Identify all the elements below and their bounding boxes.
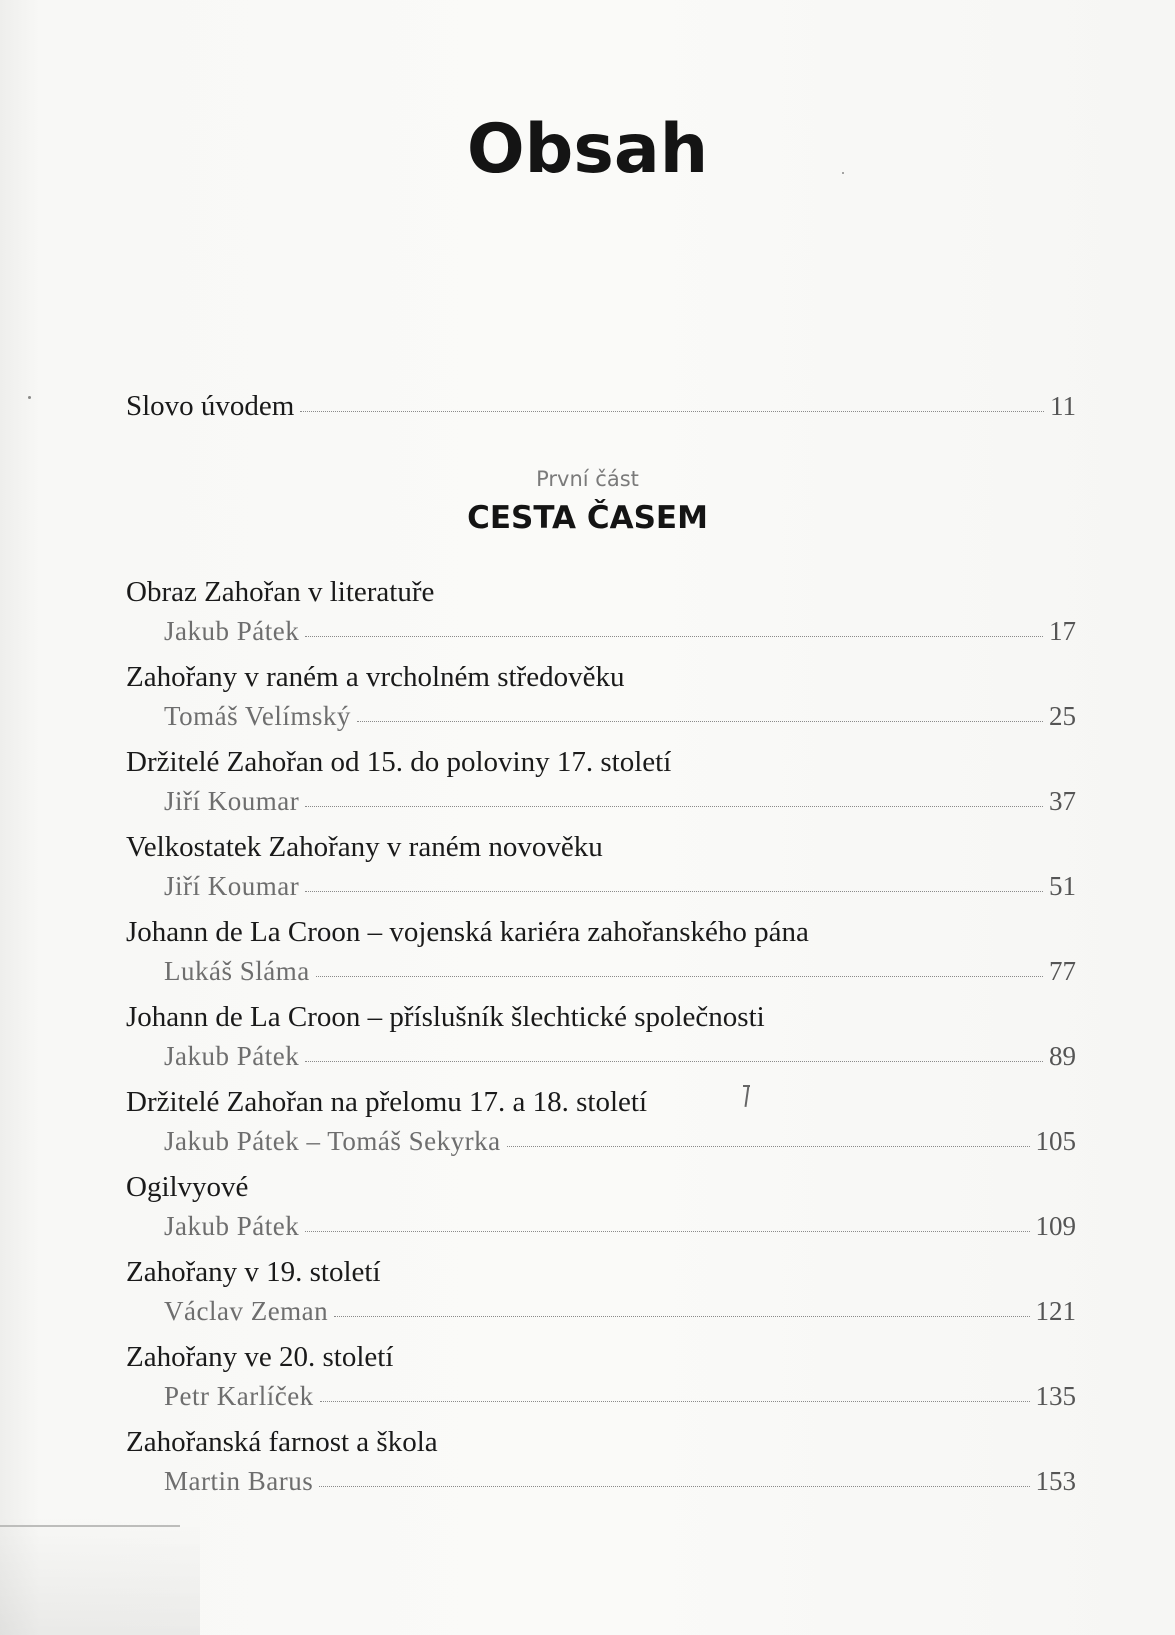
entry-title: Slovo úvodem: [126, 390, 295, 422]
chapter-author: Petr Karlíček: [164, 1381, 314, 1411]
chapter-author: Jakub Pátek: [164, 1041, 300, 1071]
page-number: 37: [1049, 786, 1076, 816]
dot-leader: [357, 720, 1043, 722]
toc-chapter-title[interactable]: Obraz Zahořan v literatuře: [126, 576, 435, 608]
page-number: 25: [1049, 701, 1076, 731]
dot-leader: [305, 890, 1043, 892]
part-title: CESTA ČASEM: [467, 500, 708, 536]
toc-chapter-author-line[interactable]: [164, 1211, 1076, 1242]
chapter-author: Martin Barus: [164, 1466, 314, 1496]
page-title: Obsah: [466, 110, 709, 189]
page-number: 17: [1049, 616, 1076, 646]
page-number: 109: [1035, 1211, 1076, 1241]
dot-leader: [316, 975, 1043, 977]
page-number: 135: [1035, 1381, 1076, 1411]
toc-chapter-author-line[interactable]: [164, 786, 1076, 817]
chapter-author: Jiří Koumar: [164, 786, 300, 816]
dot-leader: [507, 1145, 1030, 1147]
toc-chapter-author-line[interactable]: [164, 1126, 1076, 1157]
toc-chapter-author-line[interactable]: [164, 1041, 1076, 1072]
toc-chapter-author-line[interactable]: [164, 1466, 1076, 1497]
dot-leader: [305, 635, 1043, 637]
toc-chapter-author-line[interactable]: [164, 701, 1076, 732]
page-number: 11: [1050, 391, 1076, 421]
scan-shadow: [0, 1515, 200, 1635]
chapter-author: Tomáš Velímský: [164, 701, 351, 731]
page-number: 153: [1035, 1466, 1076, 1496]
toc-chapter-title[interactable]: Zahořany v 19. století: [126, 1256, 381, 1288]
dot-leader: [305, 1060, 1043, 1062]
chapter-author: Lukáš Sláma: [164, 956, 310, 986]
chapter-author: Václav Zeman: [164, 1296, 329, 1326]
dot-leader: [319, 1485, 1029, 1487]
page-number: 51: [1049, 871, 1076, 901]
page-number: 77: [1049, 956, 1076, 986]
toc-chapter-title[interactable]: Johann de La Croon – příslušník šlechtické společnosti: [126, 1001, 765, 1033]
chapter-author: Jakub Pátek: [164, 1211, 300, 1241]
dot-leader: [320, 1400, 1030, 1402]
toc-chapter-title[interactable]: Ogilvyové: [126, 1171, 249, 1203]
toc-chapter-author-line[interactable]: [164, 871, 1076, 902]
page-number: 89: [1049, 1041, 1076, 1071]
scan-edge-line: [0, 1525, 180, 1527]
chapter-author: Jakub Pátek – Tomáš Sekyrka: [164, 1126, 501, 1156]
toc-chapter-title[interactable]: Velkostatek Zahořany v raném novověku: [126, 831, 603, 863]
toc-entry-intro[interactable]: [126, 390, 1076, 423]
toc-chapter-author-line[interactable]: [164, 956, 1076, 987]
toc-chapter-title[interactable]: Zahořany v raném a vrcholném středověku: [126, 661, 625, 693]
toc-chapter-title[interactable]: Zahořanská farnost a škola: [126, 1426, 438, 1458]
dot-leader: [334, 1315, 1029, 1317]
dot-leader: [305, 1230, 1029, 1232]
toc-chapter-author-line[interactable]: [164, 616, 1076, 647]
chapter-author: Jakub Pátek: [164, 616, 300, 646]
scan-speck: [28, 396, 31, 399]
part-label: První část: [536, 467, 639, 491]
dot-leader: [305, 805, 1043, 807]
toc-chapter-title[interactable]: Johann de La Croon – vojenská kariéra zahořanského pána: [126, 916, 809, 948]
toc-chapter-title[interactable]: Držitelé Zahořan na přelomu 17. a 18. století: [126, 1086, 648, 1118]
toc-chapter-author-line[interactable]: [164, 1381, 1076, 1412]
page-number: 105: [1035, 1126, 1076, 1156]
toc-chapter-title[interactable]: Zahořany ve 20. století: [126, 1341, 394, 1373]
dot-leader: [300, 410, 1044, 412]
page-number: 121: [1035, 1296, 1076, 1326]
chapter-author: Jiří Koumar: [164, 871, 300, 901]
toc-chapter-title[interactable]: Držitelé Zahořan od 15. do poloviny 17. století: [126, 746, 672, 778]
toc-chapter-author-line[interactable]: [164, 1296, 1076, 1327]
